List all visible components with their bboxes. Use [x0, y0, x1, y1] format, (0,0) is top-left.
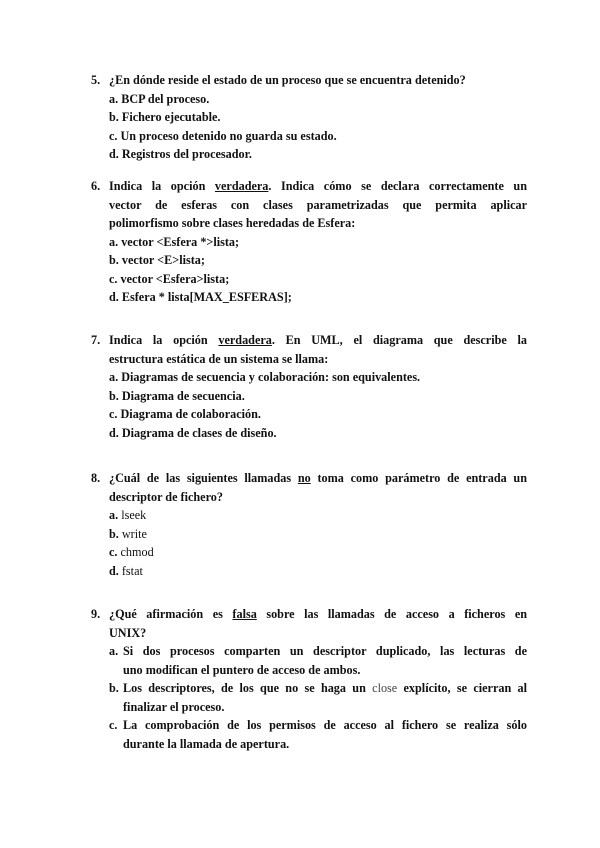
question-8-stem-line2: descriptor de fichero?: [109, 489, 223, 504]
option-5c: c. Un proceso detenido no guarda su estado.: [109, 128, 337, 143]
question-6-stem-line2: vector de esferas con clases parametrizadas que permita aplicar: [109, 197, 527, 212]
underlined-verdadera: verdadera: [218, 333, 272, 347]
question-5: [91, 71, 527, 164]
option-9b-line2: finalizar el proceso.: [123, 699, 225, 714]
close-keyword: close: [372, 681, 398, 695]
option-8c: c. chmod: [109, 545, 154, 559]
option-5a: a. BCP del proceso.: [109, 91, 210, 106]
question-7-stem-line1: 7. Indica la opción verdadera. En UML, el diagrama que describe la: [91, 331, 527, 350]
question-9-stem-line1: 9. ¿Qué afirmación es falsa sobre las llamadas de acceso a ficheros en: [91, 605, 527, 624]
option-8b: b. write: [109, 526, 147, 541]
question-6-number: 6.: [91, 179, 101, 193]
option-9c-line1: c. La comprobación de los permisos de acceso al fichero se realiza sólo: [109, 718, 527, 732]
option-5d: d. Registros del procesador.: [109, 147, 252, 161]
question-8-number: 8.: [91, 471, 101, 485]
question-9-stem-line2: UNIX?: [109, 625, 147, 640]
option-9a-line2: uno modifican el puntero de acceso de ambos.: [123, 662, 361, 677]
question-6-stem-line1: 6. Indica la opción verdadera. Indica cómo se declara correctamente un: [91, 177, 527, 196]
question-9: [91, 605, 527, 753]
option-6c: c. vector <Esfera>lista;: [109, 271, 230, 286]
option-8d: d. fstat: [109, 563, 143, 578]
option-8a: a. lseek: [109, 508, 147, 522]
underlined-verdadera: verdadera: [214, 179, 269, 193]
question-5-stem: [91, 71, 527, 90]
option-6d: d. Esfera * lista[MAX_ESFERAS];: [109, 290, 292, 304]
option-6a: a. vector <Esfera *>lista;: [109, 234, 240, 249]
option-9c-line2: durante la llamada de apertura.: [123, 736, 290, 751]
option-5b: b. Fichero ejecutable.: [109, 110, 221, 124]
option-7a: a. Diagramas de secuencia y colaboración: son equivalentes.: [109, 370, 421, 384]
question-8: [91, 469, 527, 580]
question-7-stem-line2: estructura estática de un sistema se llama:: [109, 351, 329, 366]
option-7d: d. Diagrama de clases de diseño.: [109, 425, 277, 440]
question-5-number: 5.: [91, 73, 101, 87]
question-8-stem-line1: 8. ¿Cuál de las siguientes llamadas no toma como parámetro de entrada un: [91, 469, 527, 488]
question-6-stem-line3: polimorfismo sobre clases heredadas de Esfera:: [109, 216, 356, 230]
option-6b: b. vector <E>lista;: [109, 253, 205, 267]
underlined-no: no: [297, 471, 311, 485]
option-9a-line1: a. Si dos procesos comparten un descriptor duplicado, las lecturas de: [109, 644, 527, 658]
underlined-falsa: falsa: [232, 607, 257, 621]
question-6: [91, 177, 527, 307]
question-7-number: 7.: [91, 333, 101, 347]
question-5-text: ¿En dónde reside el estado de un proceso que se encuentra detenido?: [109, 73, 466, 87]
option-7b: b. Diagrama de secuencia.: [109, 388, 245, 403]
option-9b-line1: b. Los descriptores, de los que no se haga un close explícito, se cierran al: [109, 681, 528, 695]
option-7c: c. Diagrama de colaboración.: [109, 407, 261, 421]
question-7: [91, 331, 527, 442]
question-9-number: 9.: [91, 607, 101, 621]
